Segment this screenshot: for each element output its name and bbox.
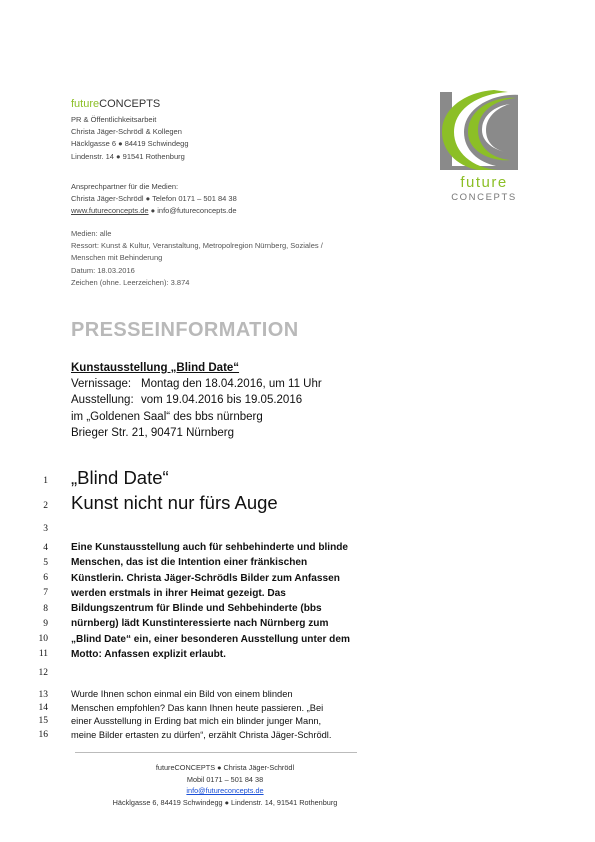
lead-line: nürnberg) lädt Kunstinteressierte nach Nürnberg zum bbox=[71, 618, 329, 630]
line-number: 10 bbox=[38, 634, 48, 644]
meta-line: Medien: alle bbox=[71, 229, 112, 238]
brand-name bbox=[71, 98, 160, 110]
body-line: meine Bilder ertasten zu dürfen“, erzählt Christa Jäger-Schrödl. bbox=[71, 729, 332, 740]
address-line: Christa Jäger-Schrödl & Kollegen bbox=[71, 127, 182, 137]
brand-suffix: CONCEPTS bbox=[99, 98, 161, 110]
meta-line: Zeichen (ohne. Leerzeichen): 3.874 bbox=[71, 277, 190, 287]
future-concepts-logo bbox=[438, 88, 530, 208]
press-info-heading: PRESSEINFORMATION bbox=[71, 319, 299, 341]
line-number: 5 bbox=[43, 558, 48, 568]
brand-prefix: future bbox=[71, 98, 100, 110]
separator-dot: ● bbox=[150, 206, 156, 216]
line-number: 9 bbox=[43, 619, 48, 629]
press-metadata bbox=[71, 228, 361, 289]
article-headline: „Blind Date“ bbox=[71, 467, 169, 488]
lead-line: „Blind Date“ ein, einer besonderen Ausstellung unter dem bbox=[71, 633, 350, 645]
contact-web-row bbox=[71, 205, 237, 217]
line-number: 15 bbox=[38, 716, 48, 726]
website-link[interactable]: www.futureconcepts.de bbox=[71, 206, 149, 216]
page-footer bbox=[60, 762, 390, 808]
vernissage-row bbox=[71, 376, 322, 392]
line-number: 12 bbox=[38, 668, 48, 678]
ausstellung-label: Ausstellung: bbox=[71, 394, 134, 407]
footer-email-link[interactable]: info@futureconcepts.de bbox=[186, 786, 264, 796]
vernissage-label: Vernissage: bbox=[71, 378, 132, 391]
meta-line: Datum: 18.03.2016 bbox=[71, 265, 135, 275]
address-line: PR & Öffentlichkeitsarbeit bbox=[71, 115, 157, 124]
body-line: einer Ausstellung in Erding bat mich ein blinder junger Mann, bbox=[71, 716, 322, 726]
ausstellung-value: vom 19.04.2016 bis 19.05.2016 bbox=[141, 394, 303, 407]
line-number: 13 bbox=[38, 690, 48, 700]
article-subheadline: Kunst nicht nur fürs Auge bbox=[71, 492, 278, 513]
lead-line: Künstlerin. Christa Jäger-Schrödls Bilder zum Anfassen bbox=[71, 572, 340, 584]
line-number: 4 bbox=[43, 543, 48, 553]
line-number: 6 bbox=[43, 573, 48, 583]
line-number: 7 bbox=[43, 588, 48, 598]
lead-line: Eine Kunstausstellung auch für sehbehinderte und blinde bbox=[71, 542, 349, 553]
line-number: 8 bbox=[43, 604, 48, 614]
contact-heading: Ansprechpartner für die Medien: bbox=[71, 182, 179, 191]
logo-mark-icon bbox=[438, 88, 530, 174]
lead-line: Bildungszentrum für Blinde und Sehbehinderte (bbs bbox=[71, 603, 322, 615]
lead-line: Motto: Anfassen explizit erlaubt. bbox=[71, 649, 226, 661]
line-number: 3 bbox=[43, 524, 48, 534]
line-number: 11 bbox=[38, 649, 48, 659]
email-text[interactable]: info@futureconcepts.de bbox=[157, 206, 237, 216]
event-details bbox=[71, 360, 322, 441]
body-paragraph bbox=[71, 688, 363, 742]
lead-paragraph bbox=[71, 540, 363, 662]
line-number: 16 bbox=[38, 730, 48, 740]
meta-line: Menschen mit Behinderung bbox=[71, 253, 163, 263]
line-number: 1 bbox=[43, 476, 48, 486]
body-line: Menschen empfohlen? Das kann Ihnen heute passieren. „Bei bbox=[71, 702, 324, 713]
company-address bbox=[71, 114, 189, 163]
address-line: Häcklgasse 6 ● 84419 Schwindegg bbox=[71, 139, 189, 149]
event-address: Brieger Str. 21, 90471 Nürnberg bbox=[71, 426, 235, 439]
ausstellung-row bbox=[71, 392, 322, 408]
vernissage-value: Montag den 18.04.2016, um 11 Uhr bbox=[141, 378, 322, 391]
lead-line: werden erstmals in ihrer Heimat gezeigt. Das bbox=[71, 587, 286, 599]
logo-word-future: future bbox=[460, 174, 508, 191]
logo-word-concepts: CONCEPTS bbox=[451, 192, 517, 203]
footer-addresses: Häcklgasse 6, 84419 Schwindegg ● Lindenstr. 14, 91541 Rothenburg bbox=[112, 797, 338, 807]
line-number: 14 bbox=[38, 703, 48, 713]
media-contact bbox=[71, 181, 237, 218]
lead-line: Menschen, das ist die Intention einer fränkischen bbox=[71, 557, 308, 569]
footer-company: futureCONCEPTS ● Christa Jäger-Schrödl bbox=[155, 763, 295, 772]
event-venue: im „Goldenen Saal“ des bbs nürnberg bbox=[71, 410, 263, 423]
address-line: Lindenstr. 14 ● 91541 Rothenburg bbox=[71, 151, 185, 161]
footer-divider bbox=[75, 752, 357, 753]
contact-phone: Christa Jäger-Schrödl ● Telefon 0171 – 501 84 38 bbox=[71, 194, 237, 204]
event-title: Kunstausstellung „Blind Date“ bbox=[71, 362, 240, 374]
line-number: 2 bbox=[43, 501, 48, 511]
footer-phone: Mobil 0171 – 501 84 38 bbox=[186, 774, 264, 784]
body-line: Wurde Ihnen schon einmal ein Bild von einem blinden bbox=[71, 689, 293, 699]
meta-line: Ressort: Kunst & Kultur, Veranstaltung, Metropolregion Nürnberg, Soziales / bbox=[71, 241, 323, 251]
